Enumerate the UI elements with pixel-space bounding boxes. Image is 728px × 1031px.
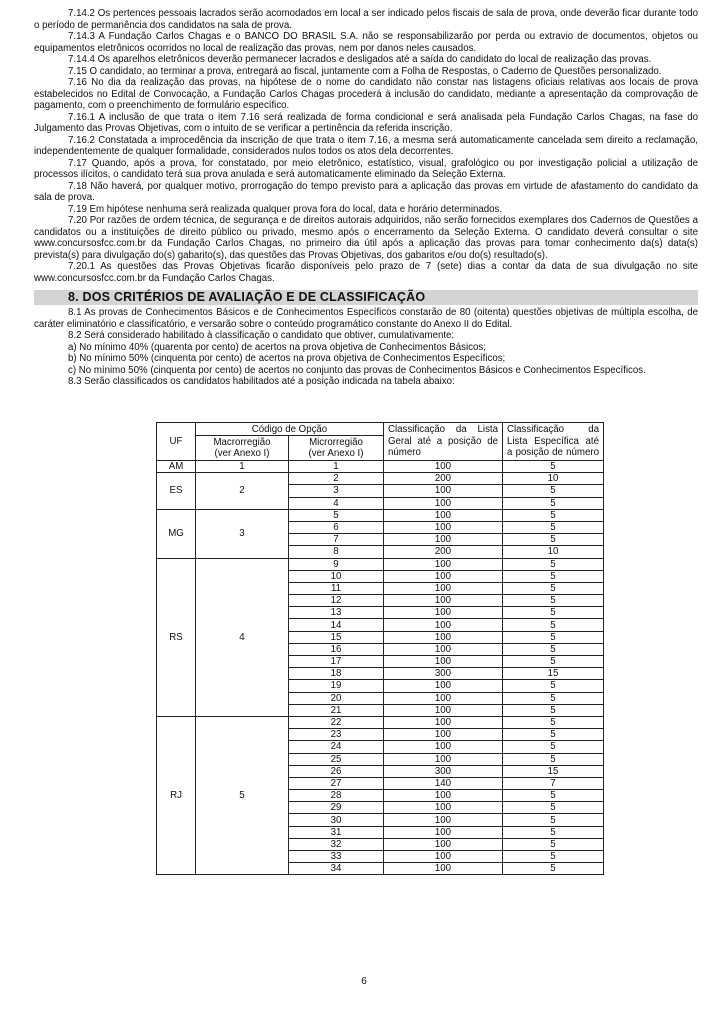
cell-lista-especifica: 5 <box>503 558 604 570</box>
cell-lista-especifica: 5 <box>503 521 604 533</box>
cell-lista-especifica: 10 <box>503 473 604 485</box>
header-macro-line2: (ver Anexo I) <box>214 448 270 459</box>
paragraph: 8.1 As provas de Conhecimentos Básicos e de Conhecimentos Específicos constarão de 80 (oitenta) questões objetivas de múltipla escolha, de caráter eliminatório e classificatório, e versarão sobre o conteúdo programático constante do Anexo II do Edital. <box>34 307 698 330</box>
cell-microrregiao: 25 <box>289 753 384 765</box>
paragraph: 7.16.2 Constatada a improcedência da inscrição de que trata o item 7.16, a mesma será automaticamente cancelada sem direito a reclamação, independentemente de qualquer formalidade, considerados nulos todos os atos dela decorrentes. <box>34 134 698 157</box>
paragraph: 8.3 Serão classificados os candidatos habilitados até a posição indicada na tabela abaixo: <box>68 376 455 387</box>
cell-lista-especifica: 7 <box>503 777 604 789</box>
cell-lista-especifica: 5 <box>503 826 604 838</box>
cell-lista-geral: 100 <box>384 461 503 473</box>
cell-lista-geral: 300 <box>384 765 503 777</box>
cell-lista-geral: 100 <box>384 790 503 802</box>
cell-uf: AM <box>157 461 196 473</box>
paragraph: 7.20.1 As questões das Provas Objetivas ficarão disponíveis pelo prazo de 7 (sete) dias a contar da data de sua divulgação no site www.concursosfcc.com.br da Fundação Carlos Chagas. <box>34 261 698 284</box>
table-row <box>157 473 604 485</box>
cell-lista-geral: 100 <box>384 863 503 875</box>
cell-microrregiao: 2 <box>289 473 384 485</box>
cell-lista-geral: 100 <box>384 631 503 643</box>
cell-lista-geral: 100 <box>384 509 503 521</box>
paragraph: c) No mínimo 50% (cinquenta por cento) de acertos no conjunto das provas de Conhecimentos Básicos e Conhecimentos Específicos. <box>68 364 646 376</box>
cell-lista-especifica: 5 <box>503 838 604 850</box>
header-codigo-opcao: Código de Opção <box>196 423 384 436</box>
cell-uf: RJ <box>157 716 196 874</box>
paragraph: b) No mínimo 50% (cinquenta por cento) de acertos na prova objetiva de Conhecimentos Específicos; <box>68 353 506 364</box>
cell-lista-especifica: 5 <box>503 802 604 814</box>
cell-microrregiao: 8 <box>289 546 384 558</box>
cell-lista-especifica: 5 <box>503 753 604 765</box>
cell-lista-especifica: 5 <box>503 509 604 521</box>
cell-lista-especifica: 5 <box>503 570 604 582</box>
cell-lista-especifica: 5 <box>503 595 604 607</box>
paragraph-list <box>34 8 698 284</box>
header-lista-geral: Classificação da Lista Geral até a posição de número <box>384 423 503 461</box>
cell-microrregiao: 7 <box>289 534 384 546</box>
cell-microrregiao: 22 <box>289 716 384 728</box>
table-row <box>157 509 604 521</box>
cell-microrregiao: 32 <box>289 838 384 850</box>
cell-microrregiao: 19 <box>289 680 384 692</box>
cell-lista-geral: 100 <box>384 838 503 850</box>
cell-microrregiao: 27 <box>289 777 384 789</box>
paragraph: 7.17 Quando, após a prova, for constatado, por meio eletrônico, estatístico, visual, grafológico ou por investigação policial a utilização de processos ilícitos, o candidato terá sua prova anulada e será automaticamente eliminado da Seleção Externa. <box>34 157 698 180</box>
header-macrorregiao <box>196 436 289 461</box>
cell-microrregiao: 15 <box>289 631 384 643</box>
paragraph: 7.14.2 Os pertences pessoais lacrados serão acomodados em local a ser indicado pelos fiscais de sala de prova, onde deverão ficar durante todo o período de permanência dos candidatos na sala de prova. <box>34 8 698 31</box>
cell-lista-geral: 300 <box>384 668 503 680</box>
paragraph: 8.2 Será considerado habilitado à classificação o candidato que obtiver, cumulativamente: <box>68 330 455 341</box>
cell-lista-geral: 100 <box>384 497 503 509</box>
cell-microrregiao: 16 <box>289 643 384 655</box>
cell-lista-geral: 100 <box>384 485 503 497</box>
cell-microrregiao: 1 <box>289 461 384 473</box>
cell-lista-especifica: 5 <box>503 485 604 497</box>
cell-lista-especifica: 5 <box>503 704 604 716</box>
cell-microrregiao: 9 <box>289 558 384 570</box>
cell-lista-especifica: 5 <box>503 631 604 643</box>
paragraph: 7.14.4 Os aparelhos eletrônicos deverão permanecer lacrados e desligados até a saída do candidato do local de realização das provas. <box>68 54 652 65</box>
cell-lista-especifica: 10 <box>503 546 604 558</box>
cell-microrregiao: 12 <box>289 595 384 607</box>
cell-lista-especifica: 5 <box>503 741 604 753</box>
cell-lista-geral: 100 <box>384 802 503 814</box>
cell-microrregiao: 34 <box>289 863 384 875</box>
cell-microrregiao: 26 <box>289 765 384 777</box>
cell-lista-especifica: 5 <box>503 643 604 655</box>
cell-lista-geral: 200 <box>384 473 503 485</box>
cell-microrregiao: 11 <box>289 582 384 594</box>
cell-lista-geral: 100 <box>384 595 503 607</box>
cell-lista-especifica: 5 <box>503 863 604 875</box>
page-number: 6 <box>361 976 367 987</box>
cell-lista-especifica: 5 <box>503 716 604 728</box>
cell-lista-especifica: 5 <box>503 497 604 509</box>
cell-microrregiao: 30 <box>289 814 384 826</box>
cell-lista-geral: 100 <box>384 656 503 668</box>
cell-lista-geral: 100 <box>384 570 503 582</box>
cell-lista-geral: 100 <box>384 814 503 826</box>
cell-lista-especifica: 5 <box>503 790 604 802</box>
cell-lista-geral: 100 <box>384 741 503 753</box>
classification-table <box>156 422 604 875</box>
cell-microrregiao: 24 <box>289 741 384 753</box>
cell-lista-geral: 140 <box>384 777 503 789</box>
classification-table-wrapper <box>156 422 604 875</box>
cell-microrregiao: 17 <box>289 656 384 668</box>
cell-microrregiao: 33 <box>289 851 384 863</box>
cell-microrregiao: 20 <box>289 692 384 704</box>
cell-lista-geral: 200 <box>384 546 503 558</box>
cell-lista-geral: 100 <box>384 607 503 619</box>
paragraph: 7.16 No dia da realização das provas, na hipótese de o nome do candidato não constar nas listagens oficiais relativas aos locais de prova estabelecidos no Edital de Convocação, a Fundação Carlos Chagas procederá à inclusão do candidato, mediante a apresentação da comprovação de pagamento, com o preenchimento de formulário específico. <box>34 77 698 111</box>
cell-lista-especifica: 5 <box>503 607 604 619</box>
cell-uf: RS <box>157 558 196 716</box>
table-row <box>157 716 604 728</box>
cell-microrregiao: 28 <box>289 790 384 802</box>
cell-lista-geral: 100 <box>384 643 503 655</box>
cell-microrregiao: 3 <box>289 485 384 497</box>
cell-microrregiao: 21 <box>289 704 384 716</box>
cell-uf: MG <box>157 509 196 558</box>
cell-lista-especifica: 5 <box>503 729 604 741</box>
cell-lista-geral: 100 <box>384 704 503 716</box>
cell-microrregiao: 5 <box>289 509 384 521</box>
cell-lista-geral: 100 <box>384 851 503 863</box>
table-header-row <box>157 423 604 436</box>
header-microrregiao <box>289 436 384 461</box>
cell-lista-geral: 100 <box>384 619 503 631</box>
cell-microrregiao: 31 <box>289 826 384 838</box>
cell-microrregiao: 18 <box>289 668 384 680</box>
cell-lista-especifica: 5 <box>503 692 604 704</box>
cell-microrregiao: 6 <box>289 521 384 533</box>
cell-macrorregiao: 1 <box>196 461 289 473</box>
cell-lista-geral: 100 <box>384 680 503 692</box>
cell-lista-geral: 100 <box>384 716 503 728</box>
section-paragraph-list <box>34 307 698 388</box>
cell-lista-especifica: 5 <box>503 851 604 863</box>
cell-macrorregiao: 2 <box>196 473 289 510</box>
paragraph: 7.19 Em hipótese nenhuma será realizada qualquer prova fora do local, data e horário determinados. <box>68 203 503 215</box>
cell-microrregiao: 23 <box>289 729 384 741</box>
cell-lista-geral: 100 <box>384 521 503 533</box>
cell-lista-geral: 100 <box>384 826 503 838</box>
cell-lista-geral: 100 <box>384 692 503 704</box>
paragraph: a) No mínimo 40% (quarenta por cento) de acertos na prova objetiva de Conhecimentos Básicos; <box>68 341 486 353</box>
paragraph: 7.15 O candidato, ao terminar a prova, entregará ao fiscal, juntamente com a Folha de Respostas, o Caderno de Questões personalizado. <box>68 65 662 77</box>
table-row <box>157 558 604 570</box>
cell-lista-especifica: 5 <box>503 582 604 594</box>
cell-lista-geral: 100 <box>384 558 503 570</box>
cell-lista-especifica: 5 <box>503 814 604 826</box>
cell-lista-geral: 100 <box>384 729 503 741</box>
cell-lista-geral: 100 <box>384 582 503 594</box>
paragraph: 7.16.1 A inclusão de que trata o item 7.16 será realizada de forma condicional e será analisada pela Fundação Carlos Chagas, na fase do Julgamento das Provas Objetivas, com o intuito de se verificar a pertinência da referida inscrição. <box>34 111 698 134</box>
header-micro-line2: (ver Anexo I) <box>308 448 364 459</box>
cell-lista-especifica: 5 <box>503 619 604 631</box>
paragraph: 7.20 Por razões de ordem técnica, de segurança e de direitos autorais adquiridos, não serão fornecidos exemplares dos Cadernos de Questões a candidatos ou a instituições de direito público ou privado, mesmo após o encerramento da Seleção Externa. O candidato deverá consultar o site www.concursosfcc.com.br da Fundação Carlos Chagas, no primeiro dia útil após a aplicação das provas para tomar conhecimento da(s) data(s) prevista(s) para divulgação do(s) gabarito(s), das questões das Provas Objetivas, dos gabaritos e/ou do(s) resultado(s). <box>34 215 698 261</box>
cell-lista-especifica: 5 <box>503 461 604 473</box>
cell-microrregiao: 29 <box>289 802 384 814</box>
cell-lista-geral: 100 <box>384 534 503 546</box>
cell-microrregiao: 14 <box>289 619 384 631</box>
cell-lista-geral: 100 <box>384 753 503 765</box>
body-text <box>34 8 698 388</box>
cell-microrregiao: 10 <box>289 570 384 582</box>
cell-macrorregiao: 4 <box>196 558 289 716</box>
cell-macrorregiao: 5 <box>196 716 289 874</box>
header-micro-line1: Microrregião <box>309 437 363 448</box>
cell-lista-especifica: 5 <box>503 656 604 668</box>
cell-macrorregiao: 3 <box>196 509 289 558</box>
header-lista-especifica: Classificação da Lista Específica até a posição de número <box>503 423 604 461</box>
cell-lista-especifica: 5 <box>503 534 604 546</box>
header-uf: UF <box>157 423 196 461</box>
paragraph: 7.14.3 A Fundação Carlos Chagas e o BANCO DO BRASIL S.A. não se responsabilizarão por perda ou extravio de documentos, objetos ou equipamentos eletrônicos ocorridos no local de realização das provas, nem por danos neles causados. <box>34 31 698 54</box>
cell-microrregiao: 13 <box>289 607 384 619</box>
cell-lista-especifica: 5 <box>503 680 604 692</box>
cell-lista-especifica: 15 <box>503 668 604 680</box>
section-heading: 8. DOS CRITÉRIOS DE AVALIAÇÃO E DE CLASSIFICAÇÃO <box>34 290 698 305</box>
cell-microrregiao: 4 <box>289 497 384 509</box>
paragraph: 7.18 Não haverá, por qualquer motivo, prorrogação do tempo previsto para a aplicação das provas em virtude de afastamento do candidato da sala de prova. <box>34 180 698 203</box>
cell-uf: ES <box>157 473 196 510</box>
header-macro-line1: Macrorregião <box>213 437 271 448</box>
table-row <box>157 461 604 473</box>
cell-lista-especifica: 15 <box>503 765 604 777</box>
